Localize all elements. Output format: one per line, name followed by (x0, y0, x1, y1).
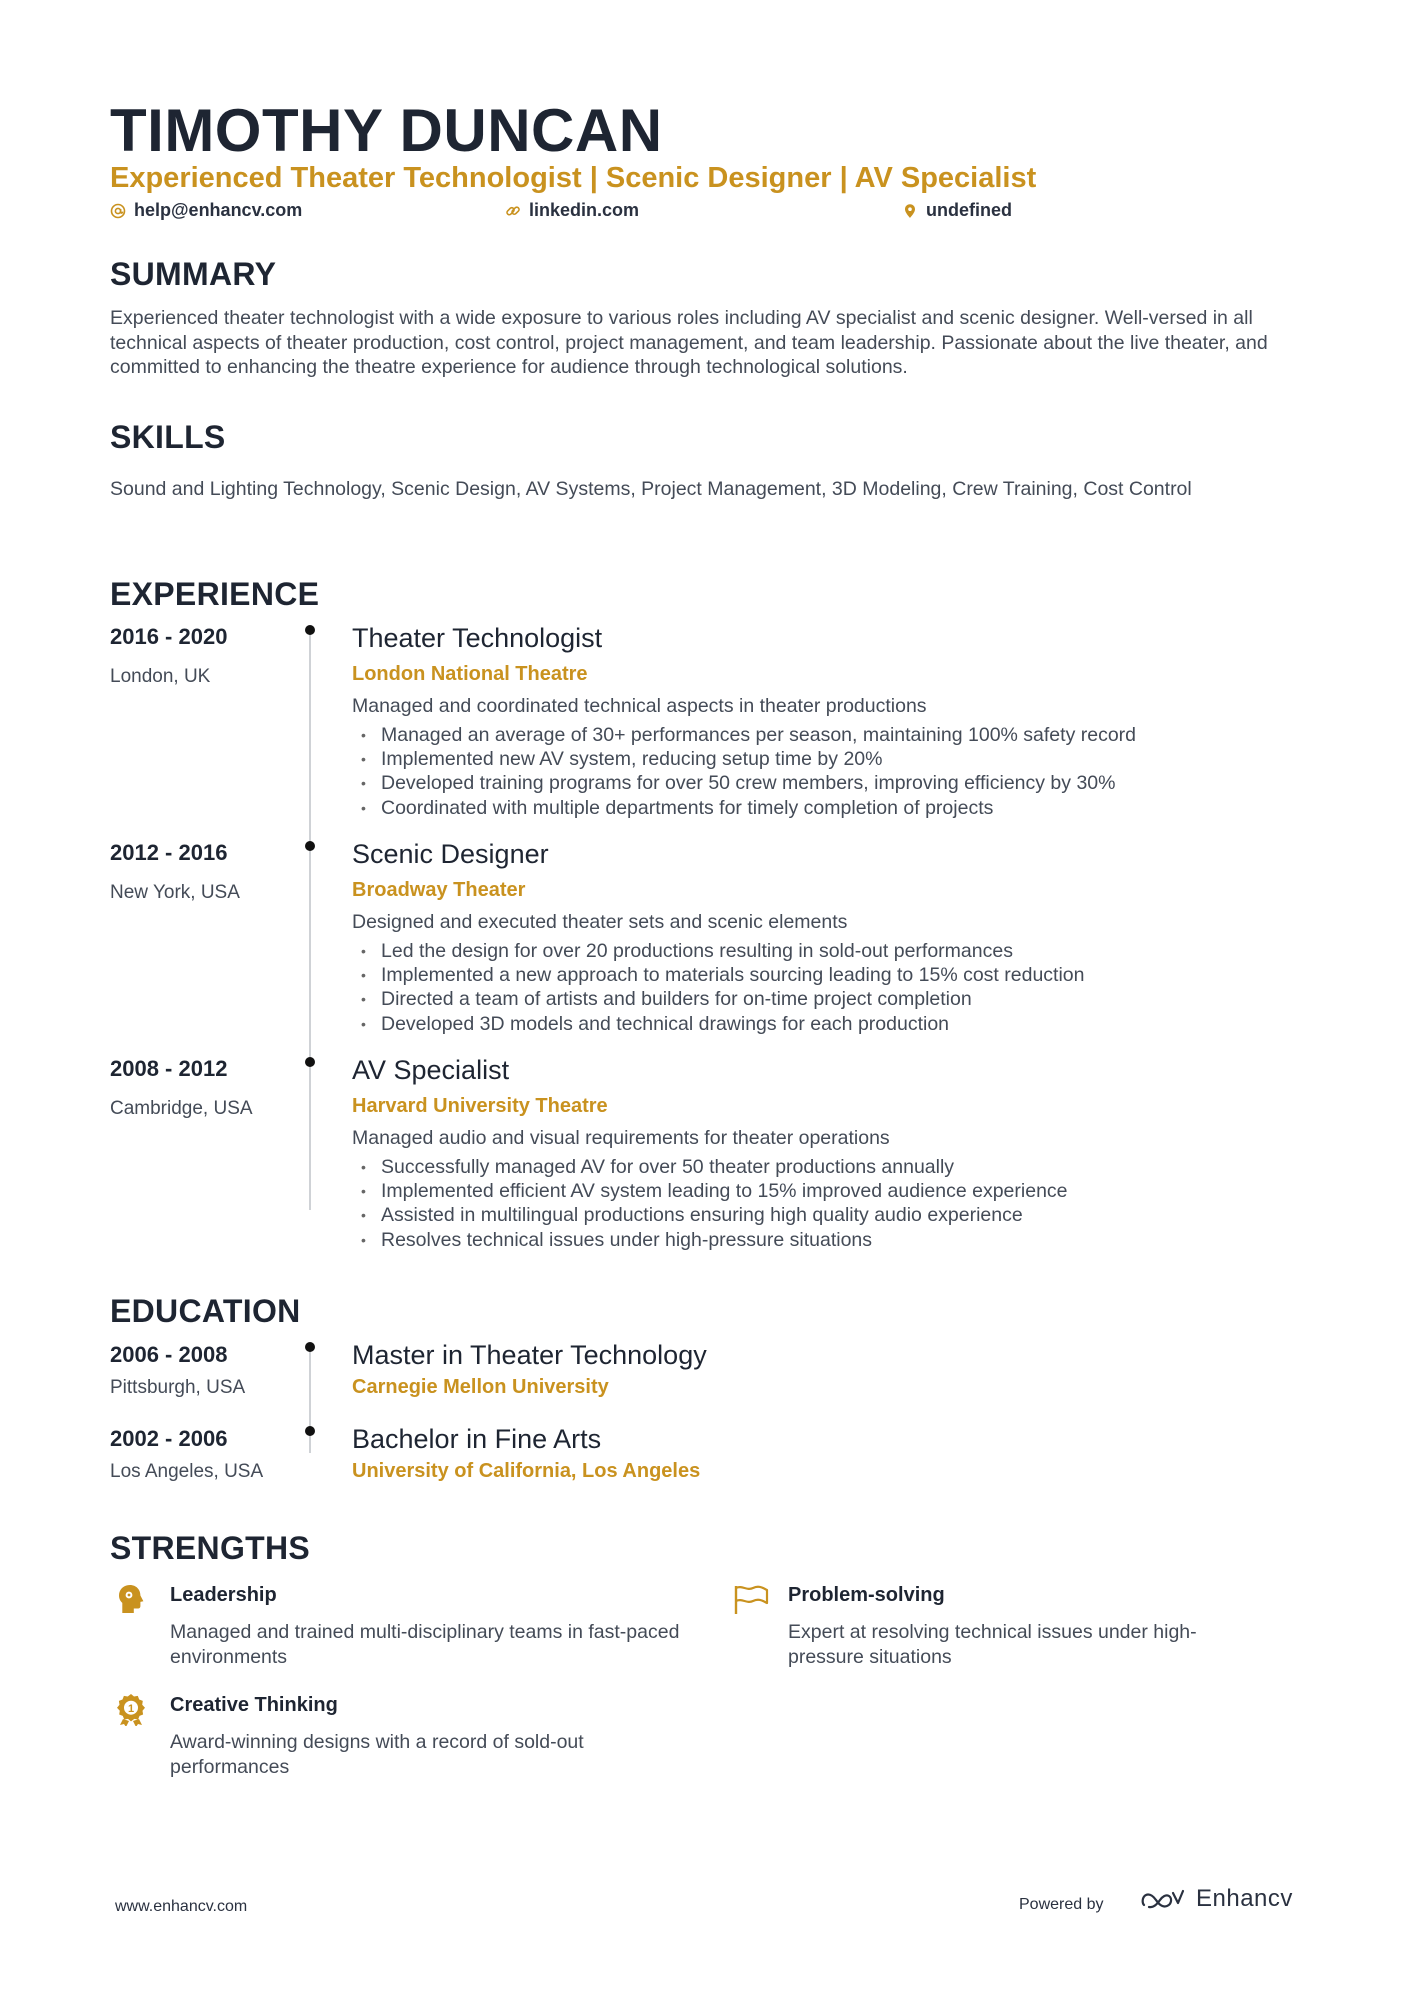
education-timeline-line (309, 1345, 311, 1453)
footer-powered-by: Powered by (1019, 1896, 1104, 1913)
timeline-dot (305, 841, 315, 851)
bullet-item: • Developed 3D models and technical drawings for each production (352, 1012, 1085, 1036)
bullet-item: • Managed an average of 30+ performances per season, maintaining 100% safety record (352, 723, 1136, 747)
experience-dates: 2012 - 2016 (110, 840, 228, 865)
timeline-dot (305, 1426, 315, 1436)
bullet-item: • Developed training programs for over 50 crew members, improving efficiency by 30% (352, 771, 1136, 795)
contact-location (902, 200, 1012, 221)
bullet-item: • Assisted in multilingual productions ensuring high quality audio experience (352, 1203, 1068, 1227)
strength-title: Leadership (170, 1584, 277, 1606)
education-degree: Master in Theater Technology (352, 1340, 707, 1370)
skills-text: Sound and Lighting Technology, Scenic Design, AV Systems, Project Management, 3D Modeling, Crew Training, Cost Control (110, 478, 1192, 500)
education-dates: 2002 - 2006 (110, 1426, 228, 1451)
education-school: Carnegie Mellon University (352, 1376, 609, 1398)
at-icon (110, 203, 126, 219)
bullet-item: • Successfully managed AV for over 50 theater productions annually (352, 1155, 1068, 1179)
experience-timeline-line (309, 630, 311, 1210)
enhancv-logo[interactable] (1140, 1885, 1293, 1913)
bullet-item: • Coordinated with multiple departments for timely completion of projects (352, 796, 1136, 820)
education-location: Los Angeles, USA (110, 1461, 264, 1482)
candidate-headline: Experienced Theater Technologist | Scenic Designer | AV Specialist (110, 162, 1037, 194)
candidate-name: TIMOTHY DUNCAN (110, 97, 663, 164)
email-text: help@enhancv.com (134, 200, 303, 220)
linkedin-text: linkedin.com (529, 200, 640, 220)
education-degree: Bachelor in Fine Arts (352, 1424, 602, 1454)
experience-description: Managed audio and visual requirements for theater operations (352, 1127, 890, 1149)
strength-description: Expert at resolving technical issues under high-pressure situations (788, 1621, 1197, 1668)
timeline-dot (305, 625, 315, 635)
timeline-dot (305, 1057, 315, 1067)
strength-title: Problem-solving (788, 1584, 945, 1606)
bullet-item: • Directed a team of artists and builders for on-time project completion (352, 987, 1085, 1011)
education-location: Pittsburgh, USA (110, 1377, 246, 1398)
experience-description: Designed and executed theater sets and scenic elements (352, 911, 848, 933)
contact-email[interactable] (110, 200, 302, 221)
enhancv-brand-text: Enhancv (1196, 1885, 1293, 1912)
head-icon (114, 1582, 148, 1616)
experience-location: Cambridge, USA (110, 1098, 253, 1119)
bullet-item: • Implemented a new approach to materials sourcing leading to 15% cost reduction (352, 963, 1085, 987)
bullet-item: • Resolves technical issues under high-pressure situations (352, 1228, 1068, 1252)
experience-dates: 2016 - 2020 (110, 624, 228, 649)
contact-linkedin[interactable] (505, 200, 639, 221)
link-icon (505, 203, 521, 219)
strengths-heading: STRENGTHS (110, 1530, 311, 1566)
strength-title: Creative Thinking (170, 1694, 338, 1716)
experience-role: Scenic Designer (352, 839, 549, 869)
experience-location: New York, USA (110, 882, 240, 903)
experience-dates: 2008 - 2012 (110, 1056, 228, 1081)
summary-text: Experienced theater technologist with a wide exposure to various roles including AV specialist and scenic designer. Well-versed in all technical aspects of theater production, cost control, project management, and team leadership. Passionate about the live theater, and committed to enhancing the theatre experience for audience through technological solutions. (110, 307, 1268, 378)
education-heading: EDUCATION (110, 1293, 301, 1329)
skills-heading: SKILLS (110, 419, 226, 455)
education-dates: 2006 - 2008 (110, 1342, 228, 1367)
bullet-item: • Implemented new AV system, reducing setup time by 20% (352, 747, 1136, 771)
bullet-item: • Led the design for over 20 productions resulting in sold-out performances (352, 939, 1085, 963)
location-text: undefined (926, 200, 1012, 220)
flag-icon (732, 1582, 766, 1616)
experience-location: London, UK (110, 666, 211, 687)
experience-role: Theater Technologist (352, 623, 603, 653)
footer-website[interactable]: www.enhancv.com (115, 1898, 248, 1915)
timeline-dot (305, 1342, 315, 1352)
enhancv-logo-icon (1140, 1887, 1186, 1911)
experience-bullets (352, 939, 1085, 1036)
bullet-item: • Implemented efficient AV system leading to 15% improved audience experience (352, 1179, 1068, 1203)
experience-bullets (352, 723, 1136, 820)
summary-heading: SUMMARY (110, 256, 277, 292)
award-icon (114, 1692, 148, 1726)
experience-company: Harvard University Theatre (352, 1095, 608, 1117)
experience-heading: EXPERIENCE (110, 576, 320, 612)
strength-description: Award-winning designs with a record of sold-out performances (170, 1731, 584, 1778)
experience-role: AV Specialist (352, 1055, 510, 1085)
experience-description: Managed and coordinated technical aspects in theater productions (352, 695, 927, 717)
strength-description: Managed and trained multi-disciplinary teams in fast-paced environments (170, 1621, 680, 1668)
education-school: University of California, Los Angeles (352, 1460, 701, 1482)
experience-bullets (352, 1155, 1068, 1252)
svg-text:1: 1 (127, 1703, 135, 1715)
location-pin-icon (902, 203, 918, 219)
experience-company: London National Theatre (352, 663, 588, 685)
experience-company: Broadway Theater (352, 879, 526, 901)
